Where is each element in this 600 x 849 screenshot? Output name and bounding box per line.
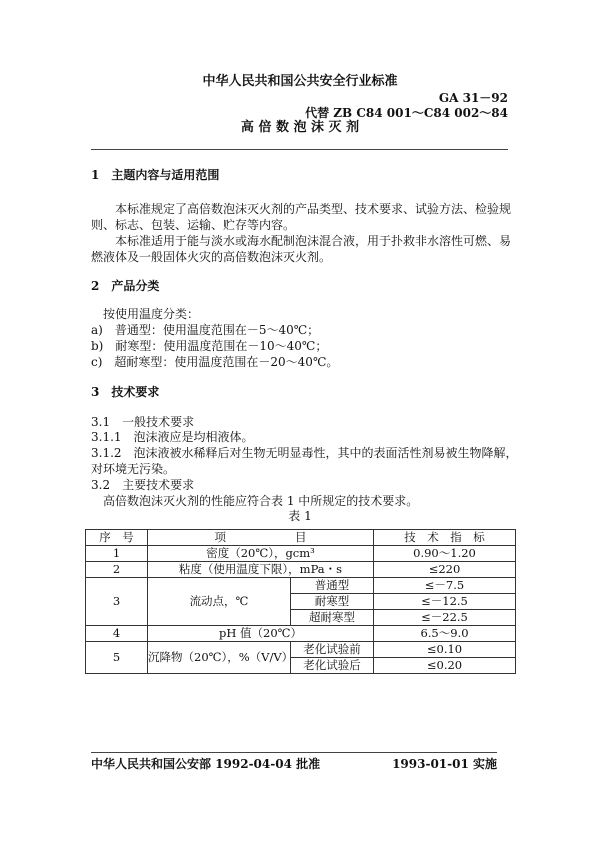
approval-date: 中华人民共和国公安部 1992-04-04 批准 [91, 757, 321, 771]
para-line: 按使用温度分类： [103, 307, 200, 321]
cell: 5 [86, 642, 148, 674]
list-item: b) 耐寒型：使用温度范围在－10～40℃； [91, 339, 328, 353]
cell: ≤－7.5 [374, 578, 516, 594]
para-line: 3.1.1 泡沫液应是均相液体。 [91, 430, 254, 444]
table-row [86, 562, 516, 578]
section-3-heading: 3 技术要求 [91, 385, 160, 399]
effective-date: 1993-01-01 实施 [392, 757, 497, 771]
cell: 密度（20℃），gcm³ [148, 546, 374, 562]
para-line: 对环境无污染。 [91, 462, 176, 476]
table-row [86, 578, 516, 594]
issuing-org: 中华人民共和国公共安全行业标准 [202, 74, 398, 89]
para-line: 本标准适用于能与淡水或海水配制泡沫混合液，用于扑救非水溶性可燃、易 [115, 234, 512, 248]
cell: 2 [86, 562, 148, 578]
para-line: 3.1.2 泡沫液被水稀释后对生物无明显毒性，其中的表面活性剂易被生物降解， [91, 446, 518, 460]
list-item: c) 超耐寒型：使用温度范围在－20～40℃。 [91, 355, 339, 369]
subsection-heading: 3.1 一般技术要求 [91, 415, 195, 429]
header-cell: 技 术 指 标 [374, 530, 516, 546]
section-2-heading: 2 产品分类 [91, 279, 160, 293]
cell: ≤220 [374, 562, 516, 578]
cell: 沉降物（20℃），%（V/V） [148, 642, 291, 674]
doc-title: 高 倍 数 泡 沫 灭 剂 [240, 120, 360, 135]
cell: ≤0.20 [374, 658, 516, 674]
cell: 耐寒型 [291, 594, 374, 610]
para-line: 高倍数泡沫灭火剂的性能应符合表 1 中所规定的技术要求。 [103, 494, 419, 508]
table-caption: 表 1 [288, 509, 312, 523]
cell: 粘度（使用温度下限），mPa・s [148, 562, 374, 578]
tech-requirements-table [85, 529, 516, 674]
cell: 老化试验后 [291, 658, 374, 674]
table-header-row [86, 530, 516, 546]
list-item: a) 普通型：使用温度范围在－5～40℃； [91, 323, 320, 337]
cell: 超耐寒型 [291, 610, 374, 626]
cell: ≤－22.5 [374, 610, 516, 626]
cell: ≤－12.5 [374, 594, 516, 610]
table-row [86, 626, 516, 642]
header-cell: 项 目 [148, 530, 374, 546]
cell: 3 [86, 578, 148, 626]
cell: ≤0.10 [374, 642, 516, 658]
header-divider [91, 149, 508, 150]
table-row [86, 546, 516, 562]
cell: 6.5～9.0 [374, 626, 516, 642]
standard-code: GA 31－92 [438, 91, 508, 105]
cell: 普通型 [291, 578, 374, 594]
para-line: 本标准规定了高倍数泡沫灭火剂的产品类型、技术要求、试验方法、检验规 [115, 202, 512, 216]
header-cell: 序 号 [86, 530, 148, 546]
cell: 1 [86, 546, 148, 562]
section-1-heading: 1 主题内容与适用范围 [91, 168, 220, 182]
replaces-note: 代替 ZB C84 001～C84 002～84 [305, 106, 508, 120]
table-row [86, 642, 516, 658]
cell: pH 值（20℃） [148, 626, 374, 642]
cell: 4 [86, 626, 148, 642]
cell: 老化试验前 [291, 642, 374, 658]
para-line: 燃液体及一般固体火灾的高倍数泡沫灭火剂。 [91, 250, 332, 264]
para-line: 则、标志、包装、运输、贮存等内容。 [91, 218, 296, 232]
subsection-heading: 3.2 主要技术要求 [91, 478, 195, 492]
footer-divider [91, 752, 497, 753]
cell: 流动点，℃ [148, 578, 291, 626]
cell: 0.90～1.20 [374, 546, 516, 562]
